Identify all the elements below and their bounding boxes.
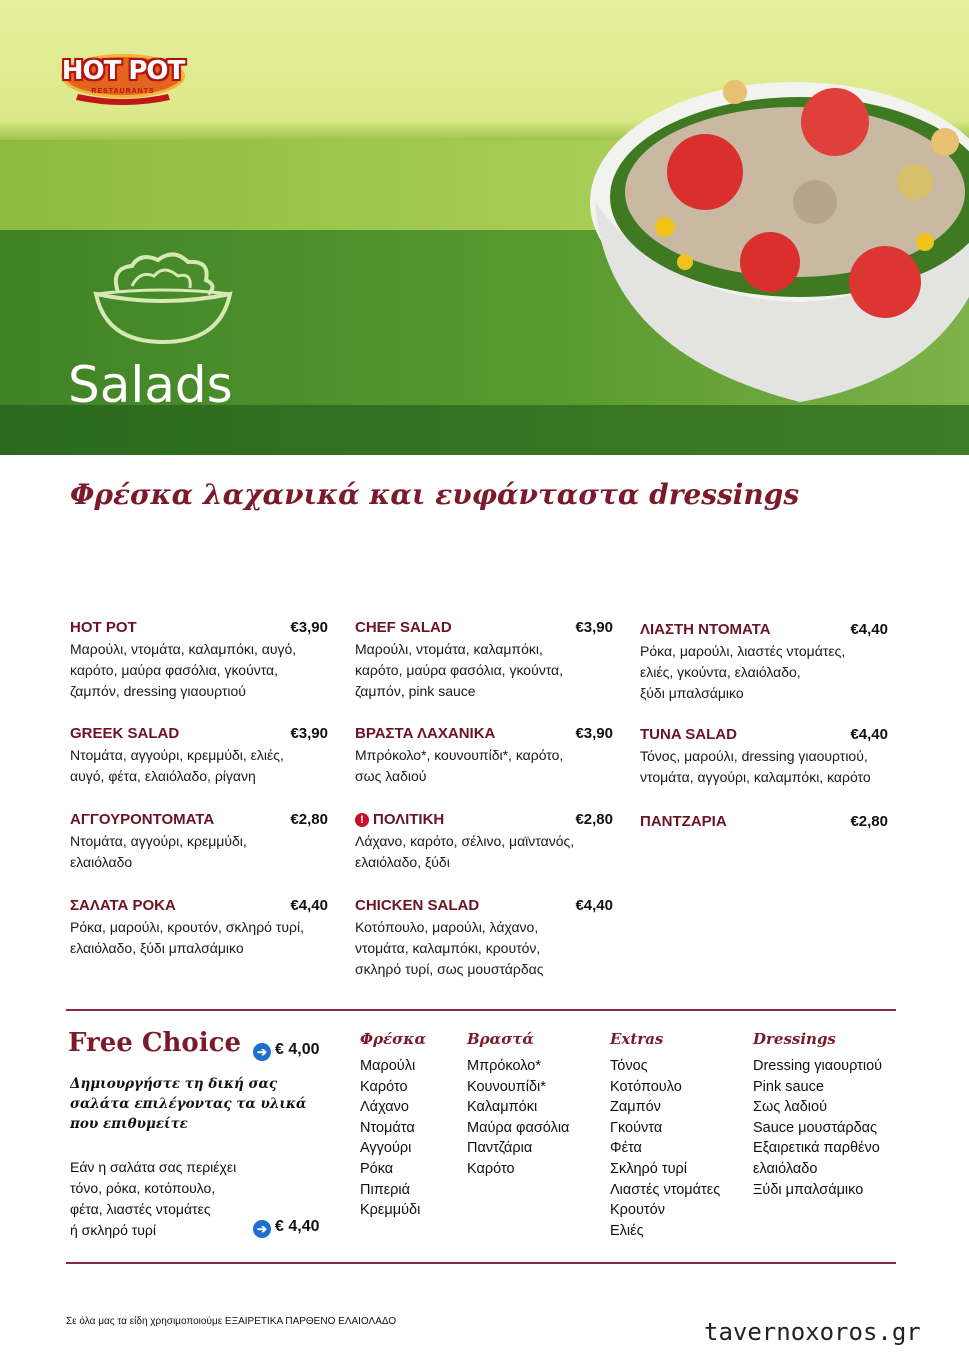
item-desc-line: Κοτόπουλο, μαρούλι, λάχανο, (355, 919, 539, 935)
free-choice-title: Free Choice (68, 1028, 242, 1058)
free-choice-note (70, 1157, 236, 1241)
free-choice-description (70, 1074, 306, 1134)
item-name: CHEF SALAD (355, 619, 452, 636)
item-price: €4,40 (850, 726, 888, 743)
item-price: €2,80 (575, 811, 613, 828)
hot-pot-logo (58, 52, 188, 106)
ingredient-item: Λάχανο (360, 1099, 409, 1116)
ingredient-item: Σκληρό τυρί (610, 1160, 687, 1177)
item-desc-line: ντομάτα, καλαμπόκι, κρουτόν, (355, 940, 541, 956)
ingredient-item: Λιαστές ντομάτες (610, 1181, 721, 1198)
ingredient-list (753, 1056, 882, 1200)
menu-item-vrasta-lachanika (355, 725, 613, 787)
ingredient-item: Παντζάρια (467, 1140, 533, 1157)
ingredient-item: Καλαμπόκι (467, 1099, 538, 1116)
free-choice-desc-line: σαλάτα επιλέγοντας τα υλικά (70, 1096, 307, 1112)
ingredient-list (360, 1056, 426, 1221)
ingredient-item: Ζαμπόν (610, 1099, 661, 1116)
item-price: €4,40 (575, 897, 613, 914)
menu-item-chicken-salad (355, 897, 613, 980)
item-desc-line: Λάχανο, καρότο, σέλινο, μαϊντανός, (355, 833, 575, 849)
ingredient-item: Μπρόκολο* (467, 1058, 541, 1074)
logo-subtext: RESTAURANTS (91, 88, 155, 95)
menu-item-hot-pot (70, 619, 328, 702)
ingredient-item: Μαρούλι (360, 1058, 416, 1074)
free-choice-desc-line: που επιθυμείτε (70, 1116, 188, 1132)
ingredient-item: Γκούντα (610, 1119, 663, 1136)
ingredient-item: Καρότο (360, 1078, 408, 1095)
item-desc-line: ζαμπόν, dressing γιαουρτιού (70, 683, 246, 699)
item-desc-line: ελαιόλαδο, ξύδι (355, 854, 450, 870)
free-choice-note-line: ή σκληρό τυρί (70, 1222, 157, 1238)
item-desc-line: Ντομάτα, αγγούρι, κρεμμύδι, (70, 833, 247, 849)
ingredient-item: Σως λαδιού (753, 1099, 828, 1116)
ingredient-item: Ξύδι μπαλσάμικο (753, 1181, 864, 1198)
item-name: ΠΑΝΤΖΑΡΙΑ (640, 813, 727, 830)
free-choice-note-price (253, 1218, 319, 1238)
salad-bowl-icon (88, 246, 238, 346)
ingredient-item: Καρότο (467, 1160, 515, 1177)
menu-item-pantzaria (640, 813, 888, 833)
logo-text: HOT POT (61, 56, 185, 86)
free-choice-note-line: τόνο, ρόκα, κοτόπουλο, (70, 1180, 216, 1196)
item-desc-line: Μπρόκολο*, κουνουπίδι*, καρότο, (355, 747, 564, 763)
ingredient-item: Φέτα (610, 1140, 642, 1157)
item-name: ΑΓΓΟΥΡΟΝΤΟΜΑΤΑ (70, 811, 215, 828)
menu-item-greek-salad (70, 725, 328, 787)
item-desc-line: ελαιόλαδο, ξύδι μπαλσάμικο (70, 940, 244, 956)
item-desc-line: ντομάτα, αγγούρι, καλαμπόκι, καρότο (640, 769, 871, 785)
item-desc-line: ξύδι μπαλσάμικο (640, 685, 744, 701)
column-title: Φρέσκα (360, 1030, 427, 1048)
item-name: HOT POT (70, 619, 137, 636)
item-desc-line: αυγό, φέτα, ελαιόλαδο, ρίγανη (70, 768, 256, 784)
ingredient-item: Κρουτόν (610, 1202, 665, 1219)
alert-icon: ! (355, 813, 369, 827)
item-name: TUNA SALAD (640, 726, 737, 743)
item-desc-line: σως λαδιού (355, 768, 427, 784)
arrow-right-icon: ➔ (253, 1043, 271, 1061)
ingredient-item: Sauce μουστάρδας (753, 1119, 878, 1136)
item-price: €4,40 (290, 897, 328, 914)
salad-photo (585, 52, 969, 412)
item-price: €3,90 (575, 725, 613, 742)
item-price: €3,90 (575, 619, 613, 636)
item-desc-line: Μαρούλι, ντομάτα, καλαμπόκι, αυγό, (70, 641, 297, 657)
item-price: €2,80 (290, 811, 328, 828)
page-title: Salads (68, 356, 233, 414)
column-title: Βραστά (467, 1030, 534, 1048)
free-choice-note-line: φέτα, λιαστές ντομάτες (70, 1201, 211, 1217)
ingredient-item: Ρόκα (360, 1160, 394, 1177)
ingredient-item: Πιπεριά (360, 1181, 411, 1198)
free-choice-note-price-value: € 4,40 (275, 1218, 320, 1235)
item-price: €4,40 (850, 621, 888, 638)
item-desc-line: Ρόκα, μαρούλι, λιαστές ντομάτες, (640, 643, 846, 659)
ingredient-item: Κουνουπίδι* (467, 1078, 546, 1095)
item-desc-line: Μαρούλι, ντομάτα, καλαμπόκι, (355, 641, 543, 657)
free-choice-desc-line: Δημιουργήστε τη δική σας (70, 1076, 278, 1092)
ingredient-list (467, 1056, 569, 1180)
ingredient-item: Ντομάτα (360, 1119, 415, 1136)
divider-bottom (66, 1262, 896, 1264)
ingredient-item: Αγγούρι (360, 1140, 412, 1157)
divider-top (66, 1009, 896, 1011)
olive-oil-footnote: Σε όλα μας τα είδη χρησιμοποιούμε ΕΞΑΙΡΕΤΙΚΑ ΠΑΡΘΕΝΟ ΕΛΑΙΟΛΑΔΟ (66, 1316, 397, 1327)
item-name (355, 811, 444, 828)
item-name: ΣΑΛΑΤΑ ΡΟΚΑ (70, 897, 176, 914)
free-choice-note-line: Εάν η σαλάτα σας περιέχει (70, 1159, 237, 1175)
arrow-right-icon: ➔ (253, 1220, 271, 1238)
ingredient-item: Pink sauce (753, 1078, 824, 1095)
ingredient-item: Ελιές (610, 1222, 644, 1239)
header-banner (0, 0, 969, 455)
menu-item-politiki (355, 811, 613, 873)
column-title: Extras (610, 1030, 664, 1048)
free-choice-price (253, 1041, 319, 1061)
ingredients-column-boiled (467, 1030, 569, 1180)
item-name-text: ΠΟΛΙΤΙΚΗ (373, 811, 445, 828)
free-choice-price-value: € 4,00 (275, 1041, 320, 1058)
item-desc-line: ελιές, γκούντα, ελαιόλαδο, (640, 664, 801, 680)
item-name: CHICKEN SALAD (355, 897, 480, 914)
item-price: €2,80 (850, 813, 888, 830)
item-desc-line: ελαιόλαδο (70, 854, 133, 870)
column-title: Dressings (753, 1030, 836, 1048)
item-name: GREEK SALAD (70, 725, 180, 742)
ingredient-item: Μαύρα φασόλια (467, 1119, 570, 1136)
item-price: €3,90 (290, 619, 328, 636)
ingredient-item: ελαιόλαδο (753, 1160, 818, 1177)
menu-item-liasti-ntomata (640, 621, 888, 704)
ingredient-item: Dressing γιαουρτιού (753, 1058, 883, 1074)
ingredient-item: Τόνος (610, 1058, 648, 1074)
menu-item-tuna-salad (640, 726, 888, 788)
ingredients-column-dressings (753, 1030, 882, 1200)
menu-item-agouro-ntomata (70, 811, 328, 873)
item-desc-line: καρότο, μαύρα φασόλια, γκούντα, (355, 662, 564, 678)
item-price: €3,90 (290, 725, 328, 742)
item-name: ΛΙΑΣΤΗ ΝΤΟΜΑΤΑ (640, 621, 771, 638)
menu-item-chef-salad (355, 619, 613, 702)
ingredient-item: Κοτόπουλο (610, 1078, 682, 1095)
site-watermark: tavernoxoros.gr (700, 1318, 925, 1346)
item-desc-line: Τόνος, μαρούλι, dressing γιαουρτιού, (640, 748, 868, 764)
item-desc-line: Ρόκα, μαρούλι, κρουτόν, σκληρό τυρί, (70, 919, 305, 935)
item-name: ΒΡΑΣΤΑ ΛΑΧΑΝΙΚΑ (355, 725, 496, 742)
ingredients-column-extras (610, 1030, 720, 1241)
ingredient-item: Εξαιρετικά παρθένο (753, 1140, 880, 1157)
ingredient-item: Κρεμμύδι (360, 1202, 421, 1219)
menu-item-salata-roka (70, 897, 328, 959)
item-desc-line: Ντομάτα, αγγούρι, κρεμμύδι, ελιές, (70, 747, 284, 763)
item-desc-line: καρότο, μαύρα φασόλια, γκούντα, (70, 662, 279, 678)
item-desc-line: ζαμπόν, pink sauce (355, 683, 476, 699)
item-desc-line: σκληρό τυρί, σως μουστάρδας (355, 961, 544, 977)
section-subtitle: Φρέσκα λαχανικά και ευφάνταστα dressings (70, 478, 800, 511)
ingredients-column-fresh (360, 1030, 426, 1221)
ingredient-list (610, 1056, 720, 1241)
